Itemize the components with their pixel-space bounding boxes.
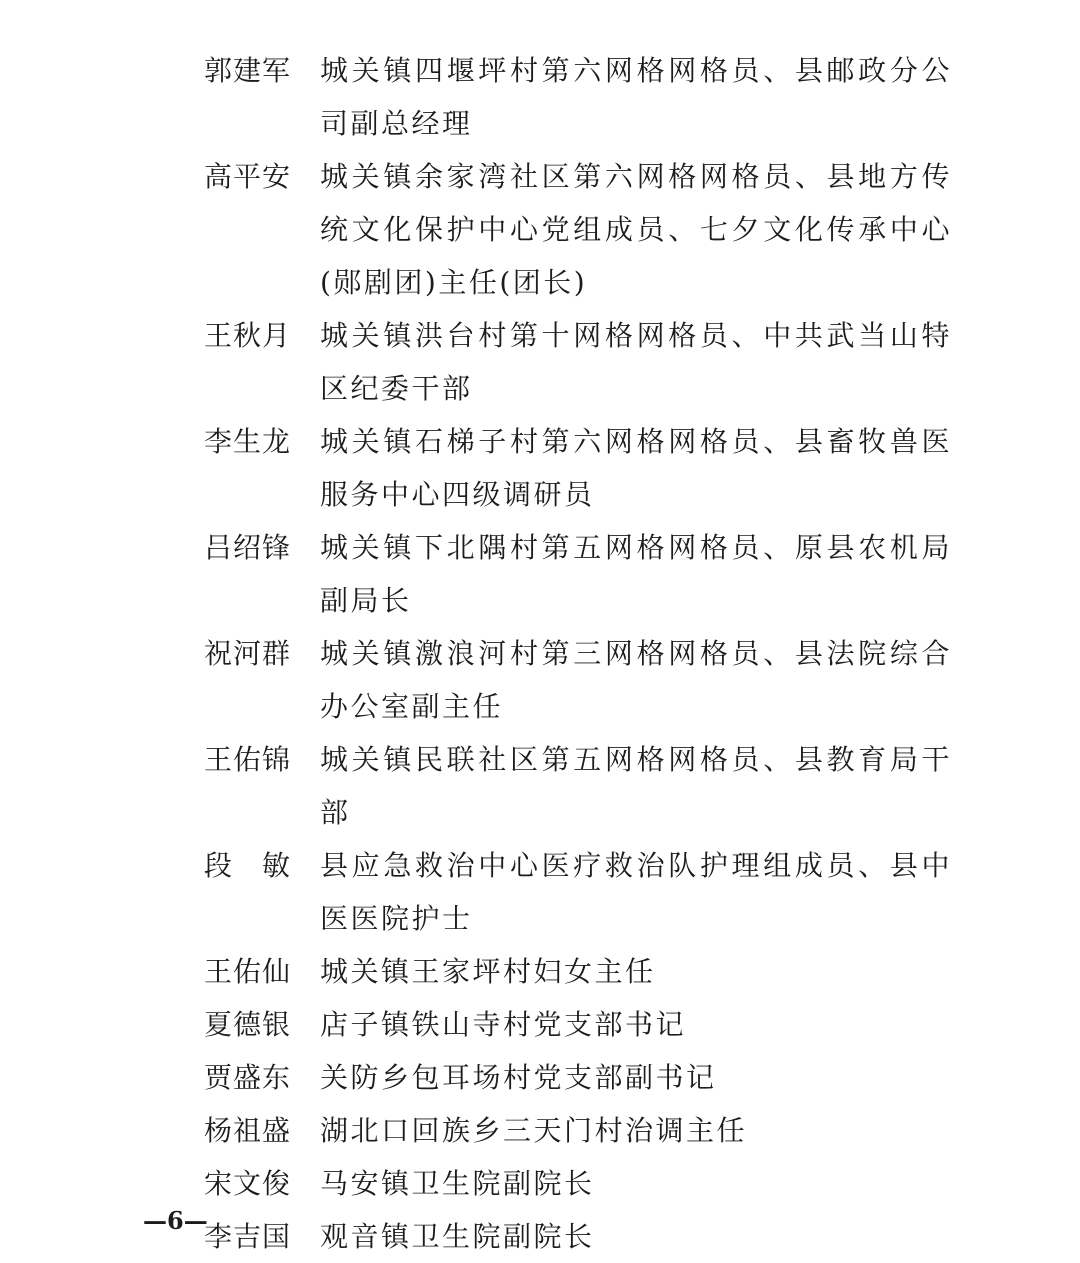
list-item xyxy=(204,44,964,150)
list-item xyxy=(204,1210,964,1263)
person-name: 郭建军 xyxy=(204,54,292,87)
list-item xyxy=(204,309,964,415)
list-item xyxy=(204,627,964,733)
person-description: 店子镇铁山寺村党支部书记 xyxy=(320,1008,687,1041)
person-description: 城关镇余家湾社区第六网格网格员、县地方传统文化保护中心党组成员、七夕文化传承中心(郧剧团)主任(团长) xyxy=(320,160,952,299)
person-name: 王佑锦 xyxy=(204,743,292,776)
person-description: 湖北口回族乡三天门村治调主任 xyxy=(320,1114,748,1147)
person-name: 夏德银 xyxy=(204,1008,292,1041)
list-item xyxy=(204,150,964,309)
list-item xyxy=(204,521,964,627)
person-name: 祝河群 xyxy=(204,637,292,670)
person-description: 城关镇王家坪村妇女主任 xyxy=(320,955,656,988)
person-description: 马安镇卫生院副院长 xyxy=(320,1167,595,1200)
list-item xyxy=(204,733,964,839)
person-name: 段 敏 xyxy=(204,849,292,882)
list-item xyxy=(204,839,964,945)
list-item xyxy=(204,1157,964,1210)
person-name: 李生龙 xyxy=(204,425,292,458)
person-name: 王秋月 xyxy=(204,319,292,352)
person-name: 高平安 xyxy=(204,160,292,193)
person-name: 王佑仙 xyxy=(204,955,292,988)
person-description: 县应急救治中心医疗救治队护理组成员、县中医医院护士 xyxy=(320,849,952,935)
person-description: 城关镇洪台村第十网格网格员、中共武当山特区纪委干部 xyxy=(320,319,952,405)
list-item xyxy=(204,1104,964,1157)
person-description: 城关镇下北隅村第五网格网格员、原县农机局副局长 xyxy=(320,531,952,617)
person-description: 城关镇民联社区第五网格网格员、县教育局干部 xyxy=(320,743,952,829)
list-item xyxy=(204,1051,964,1104)
list-item xyxy=(204,945,964,998)
person-description: 城关镇激浪河村第三网格网格员、县法院综合办公室副主任 xyxy=(320,637,952,723)
person-description: 城关镇四堰坪村第六网格网格员、县邮政分公司副总经理 xyxy=(320,54,952,140)
list-item xyxy=(204,998,964,1051)
person-description: 城关镇石梯子村第六网格网格员、县畜牧兽医服务中心四级调研员 xyxy=(320,425,952,511)
person-name: 宋文俊 xyxy=(204,1167,292,1200)
person-name: 杨祖盛 xyxy=(204,1114,292,1147)
person-name: 吕绍锋 xyxy=(204,531,292,564)
list-item xyxy=(204,415,964,521)
personnel-list xyxy=(204,44,964,1263)
person-name: 贾盛东 xyxy=(204,1061,292,1094)
person-name: 李吉国 xyxy=(204,1220,292,1253)
person-description: 关防乡包耳场村党支部副书记 xyxy=(320,1061,717,1094)
page-number: —6— xyxy=(143,1206,208,1235)
person-description: 观音镇卫生院副院长 xyxy=(320,1220,595,1253)
